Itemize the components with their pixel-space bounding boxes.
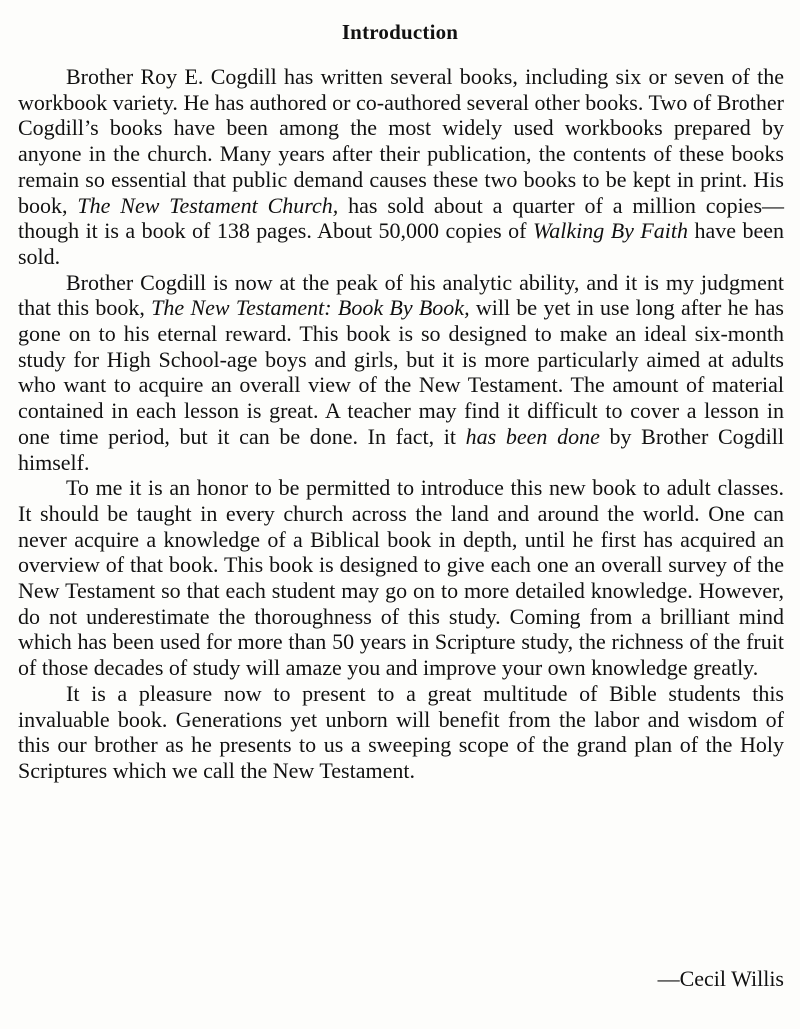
text-run: It is a pleasure now to present to a great multitude of Bible students this invaluable book. Generations yet unborn will benefit from the labor and wisdom of this our brother as he presents to us a sweeping scope of the grand plan of the Holy Scriptures which we call the New Testament. — [18, 680, 784, 783]
italic-title-run: The New Testament Church, — [77, 192, 339, 218]
paragraph — [18, 475, 784, 681]
paragraph — [18, 681, 784, 784]
text-run: by Brother Cogdill himself. — [18, 423, 785, 475]
paragraph — [18, 64, 784, 270]
text-run: Brother Cogdill is now at the peak of his analytic ability, and it is my judgment that this book, — [18, 269, 784, 321]
text-run: have been sold. — [18, 218, 784, 269]
author-signature: —Cecil Willis — [657, 966, 784, 991]
text-run: To me it is an honor to be permitted to introduce this new book to adult classes. It should be taught in every church across the land and around the world. One can never acquire a knowledge of a Biblical book in depth, until he first has acquired an overview of that book. This book is designed to give each one an overall survey of the New Testament so that each student may go on to more detailed knowledge. However, do not underestimate the thoroughness of this study. Coming from a brilliant mind which has been used for more than 50 years in Scripture study, the richness of the fruit of those decades of study will amaze you and improve your own knowledge greatly. — [18, 475, 784, 681]
italic-title-run: has been done — [465, 423, 600, 449]
text-run: has sold about a quarter of a million copies—though it is a book of 138 pages. About 50,000 copies of — [18, 192, 785, 244]
introduction-body — [18, 64, 784, 784]
page-title: Introduction — [341, 20, 459, 44]
italic-title-run: The New Testament: Book By Book, — [151, 295, 470, 321]
text-run: Brother Roy E. Cogdill has written several books, including six or seven of the workbook variety. He has authored or co-authored several other books. Two of Brother Cogdill’s books have been among the most widely used workbooks prepared by anyone in the church. Many years after their publication, the contents of these books remain so essential that public demand causes these two books to be kept in print. His book, — [18, 64, 784, 218]
italic-title-run: Walking By Faith — [532, 218, 689, 244]
paragraph — [18, 270, 784, 476]
text-run: will be yet in use long after he has gone on to his eternal reward. This book is so designed to make an ideal six-month study for High School-age boys and girls, but it is more particularly aimed at adults who want to acquire an overall view of the New Testament. The amount of material contained in each lesson is great. A teacher may find it difficult to cover a lesson in one time period, but it can be done. In fact, it — [18, 295, 784, 449]
